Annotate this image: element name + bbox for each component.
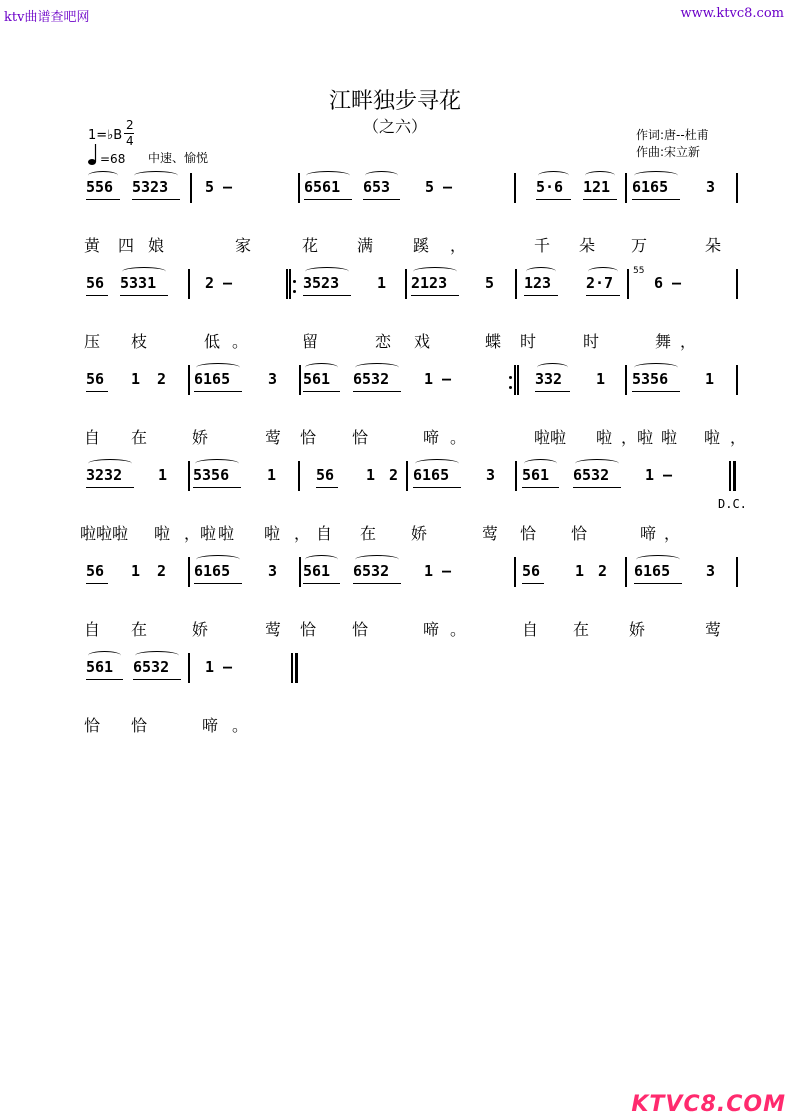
site-watermark-right: www.ktvc8.com [680,6,784,21]
beam-underline [363,199,400,200]
lyric-syllable: 在 [131,620,148,639]
barline [188,365,190,395]
slur-mark [305,555,338,564]
lyric-syllable: ， [680,332,697,351]
lyric-syllable: 啦 [218,524,235,543]
note-group: 5356 [193,466,230,484]
lyric-syllable: 啦啦啦 [80,524,129,543]
note-group: 56 [316,466,335,484]
note-group: 2 [598,562,608,580]
note-group: 561 [303,370,331,388]
slur-mark [585,171,615,180]
slur-mark [526,267,556,276]
note-group: 6165 [194,562,231,580]
lyric-syllable: 留 [302,332,319,351]
lyric-syllable: 。 [232,332,249,351]
lyric-syllable: 娇 [629,620,646,639]
credits [636,127,709,161]
note-group: 6532 [573,466,610,484]
note-group: 3 [268,562,278,580]
note-group: 6532 [133,658,170,676]
lyric-syllable: ，啦 [184,524,217,543]
beam-underline [303,295,351,296]
note-group: 5·6 [536,178,564,196]
lyric-syllable: 莺 [265,620,282,639]
barline [625,365,627,395]
barline [515,269,517,299]
lyric-syllable: 莺 [482,524,499,543]
lyric-syllable: ， [664,524,681,543]
barline [733,461,736,491]
slur-mark [537,363,568,372]
barline [299,365,301,395]
beam-underline [86,391,108,392]
slur-mark [524,459,557,468]
note-group: 6532 [353,370,390,388]
lyric-syllable: 啦 [154,524,171,543]
lyric-syllable: 万 [631,236,648,255]
lyric-syllable: 舞 [655,332,672,351]
barline [514,365,516,395]
note-group: 2 [389,466,399,484]
barline [405,269,407,299]
lyric-syllable: 啦 [661,428,678,447]
slur-mark [306,171,350,180]
note-group: 3 [706,178,716,196]
note-group: 332 [535,370,563,388]
note-group: 5356 [632,370,669,388]
barline [515,461,517,491]
quarter-note-icon [88,144,97,166]
slur-mark [365,171,398,180]
lyric-syllable: 戏 [414,332,431,351]
lyric-syllable: 恰 [84,716,101,735]
slur-mark [88,459,132,468]
beam-underline [353,583,401,584]
barline [406,461,408,491]
barline [514,173,516,203]
note-group: 3232 [86,466,123,484]
beam-underline [86,679,123,680]
beam-underline [632,391,680,392]
note-group: 1 – [645,466,673,484]
slur-mark [634,363,678,372]
beam-underline [316,487,338,488]
lyric-syllable: 在 [573,620,590,639]
lyric-syllable: 自 [84,620,101,639]
slur-mark [134,171,178,180]
lyric-syllable: 自 [316,524,333,543]
slur-mark [355,363,399,372]
barline [188,269,190,299]
beam-underline [411,295,459,296]
beam-underline [303,391,340,392]
slur-mark [195,459,239,468]
note-group: 2·7 [586,274,614,292]
beam-underline [133,679,181,680]
slur-mark [575,459,619,468]
note-group: 556 [86,178,114,196]
note-group: 6165 [632,178,669,196]
beam-underline [583,199,617,200]
slur-mark [196,555,240,564]
note-group: 561 [303,562,331,580]
barline [517,365,519,395]
lyric-syllable: 。 [232,716,249,735]
lyric-syllable: 蝶 [485,332,502,351]
beam-underline [536,199,571,200]
beam-underline [132,199,180,200]
lyric-syllable: 啼 [202,716,219,735]
lyric-syllable: 啦 [704,428,721,447]
lyric-syllable: ， [450,236,467,255]
note-group: 1 – [424,562,452,580]
slur-mark [305,363,338,372]
slur-mark [634,171,678,180]
beam-underline [86,487,134,488]
note-group: 5323 [132,178,169,196]
beam-underline [193,487,241,488]
note-group: 6165 [194,370,231,388]
slur-mark [88,171,118,180]
lyric-syllable: 时 [520,332,537,351]
beam-underline [535,391,570,392]
beam-underline [303,583,340,584]
note-group: 121 [583,178,611,196]
beam-underline [86,199,120,200]
song-title: 江畔独步寻花 [328,89,461,114]
tempo-mood: 中速、愉悦 [148,151,209,165]
lyric-syllable: 恰 [352,428,369,447]
slur-mark [122,267,166,276]
barline [736,557,738,587]
note-group: 1 [377,274,387,292]
beam-underline [194,391,242,392]
note-group: 1 [267,466,277,484]
lyric-syllable: 朵 [579,236,596,255]
tempo-value: =68 [100,152,126,166]
barline [188,461,190,491]
slur-mark [588,267,618,276]
note-group: 1 [596,370,606,388]
lyric-syllable: 恰 [131,716,148,735]
beam-underline [194,583,242,584]
beam-underline [634,583,682,584]
repeat-dot [293,290,296,293]
lyric-syllable: ，啦 [621,428,654,447]
beam-underline [522,583,544,584]
note-group: 6532 [353,562,390,580]
lyric-syllable: 恰 [352,620,369,639]
lyric-syllable: 枝 [131,332,148,351]
lyric-syllable: 。 [450,620,467,639]
beam-underline [86,583,108,584]
lyric-syllable: 蹊 [413,236,430,255]
note-group: 56 [86,370,105,388]
note-group: 2 [157,370,167,388]
song-subtitle: （之六） [362,117,427,136]
note-group: 3 [486,466,496,484]
note-group: 5 [485,274,495,292]
barline [298,461,300,491]
lyric-syllable: 自 [522,620,539,639]
beam-underline [573,487,621,488]
note-group: 1 – [424,370,452,388]
note-group: 2123 [411,274,448,292]
beam-underline [413,487,461,488]
note-group: 6165 [413,466,450,484]
beam-underline [353,391,401,392]
note-group: 5 – [425,178,453,196]
slur-mark [135,651,179,660]
lyric-syllable: 。 [450,428,467,447]
note-group: 1 [131,370,141,388]
note-group: 1 – [205,658,233,676]
barline [736,173,738,203]
beam-underline [304,199,352,200]
slur-mark [415,459,459,468]
note-group: 561 [86,658,114,676]
barline [190,173,192,203]
lyric-syllable: 在 [360,524,377,543]
lyric-syllable: 朵 [705,236,722,255]
slur-mark [88,651,121,660]
note-group: 56 [522,562,541,580]
lyric-syllable: 黄 [84,236,101,255]
lyric-syllable: 莺 [705,620,722,639]
note-group: 3523 [303,274,340,292]
lyric-syllable: 恰 [571,524,588,543]
lyric-syllable: 啦啦 [534,428,567,447]
note-group: 5331 [120,274,157,292]
note-group: 561 [522,466,550,484]
site-logo-watermark: KTVC8.COM [631,1092,786,1117]
barline [291,653,293,683]
beam-underline [86,295,108,296]
note-group: 3 [706,562,716,580]
beam-underline [586,295,620,296]
note-group: 6165 [634,562,671,580]
slur-mark [413,267,457,276]
barline [188,653,190,683]
repeat-dot [509,376,512,379]
beam-underline [524,295,558,296]
note-group: 123 [524,274,552,292]
lyricist-credit: 作词:唐--杜甫 [636,128,709,142]
barline [298,173,300,203]
slur-mark [305,267,349,276]
barline [286,269,288,299]
note-group: 2 [157,562,167,580]
lyric-syllable: 恰 [300,428,317,447]
barline [627,269,629,299]
slur-mark [196,363,240,372]
note-group: 3 [268,370,278,388]
lyric-syllable: ， [730,428,747,447]
note-group: 1 [575,562,585,580]
lyric-syllable: 千 [534,236,551,255]
lyric-syllable: 娇 [192,620,209,639]
note-group: 5 – [205,178,233,196]
barline [514,557,516,587]
lyric-syllable: 满 [357,236,374,255]
barline [625,557,627,587]
note-group: 1 [366,466,376,484]
key-signature: 1=♭B [88,128,123,143]
lyric-syllable: 啼 [423,428,440,447]
lyric-syllable: 莺 [265,428,282,447]
lyric-syllable: 时 [583,332,600,351]
note-group: 2 – [205,274,233,292]
slur-mark [636,555,680,564]
lyric-syllable: 自 [84,428,101,447]
note-group: 6 – [654,274,682,292]
beam-underline [120,295,168,296]
dc-mark: D.C. [718,497,747,511]
lyric-syllable: 家 [235,236,252,255]
barline [295,653,298,683]
barline [625,173,627,203]
slur-mark [538,171,569,180]
barline [188,557,190,587]
lyric-syllable: 恋 [375,332,392,351]
barline [729,461,731,491]
note-group: 56 [86,274,105,292]
lyric-syllable: 花 [302,236,319,255]
repeat-dot [293,280,296,283]
grace-note: 55 [633,266,645,276]
time-signature-bottom: 4 [126,134,134,148]
barline [736,365,738,395]
lyric-syllable: 恰 [300,620,317,639]
time-signature-top: 2 [126,118,134,132]
barline [289,269,291,299]
lyric-syllable: 娇 [192,428,209,447]
lyric-syllable: 啼 [640,524,657,543]
note-group: 1 [158,466,168,484]
note-group: 1 [705,370,715,388]
barline [299,557,301,587]
beam-underline [522,487,559,488]
note-group: 6561 [304,178,341,196]
lyric-syllable: 在 [131,428,148,447]
lyric-syllable: 四 [118,236,135,255]
lyric-syllable: 娘 [148,236,165,255]
lyric-syllable: 低 [204,332,221,351]
note-group: 653 [363,178,391,196]
repeat-dot [509,386,512,389]
note-group: 1 [131,562,141,580]
composer-credit: 作曲:宋立新 [636,145,701,159]
site-watermark-left: ktv曲谱查吧网 [4,10,90,25]
lyric-syllable: 压 [84,332,101,351]
lyric-syllable: 啼 [423,620,440,639]
lyric-syllable: 娇 [411,524,428,543]
barline [736,269,738,299]
beam-underline [632,199,680,200]
note-group: 56 [86,562,105,580]
slur-mark [355,555,399,564]
lyric-syllable: 啦 [264,524,281,543]
lyric-syllable: ， [294,524,311,543]
lyric-syllable: 恰 [520,524,537,543]
lyric-syllable: 啦 [596,428,613,447]
